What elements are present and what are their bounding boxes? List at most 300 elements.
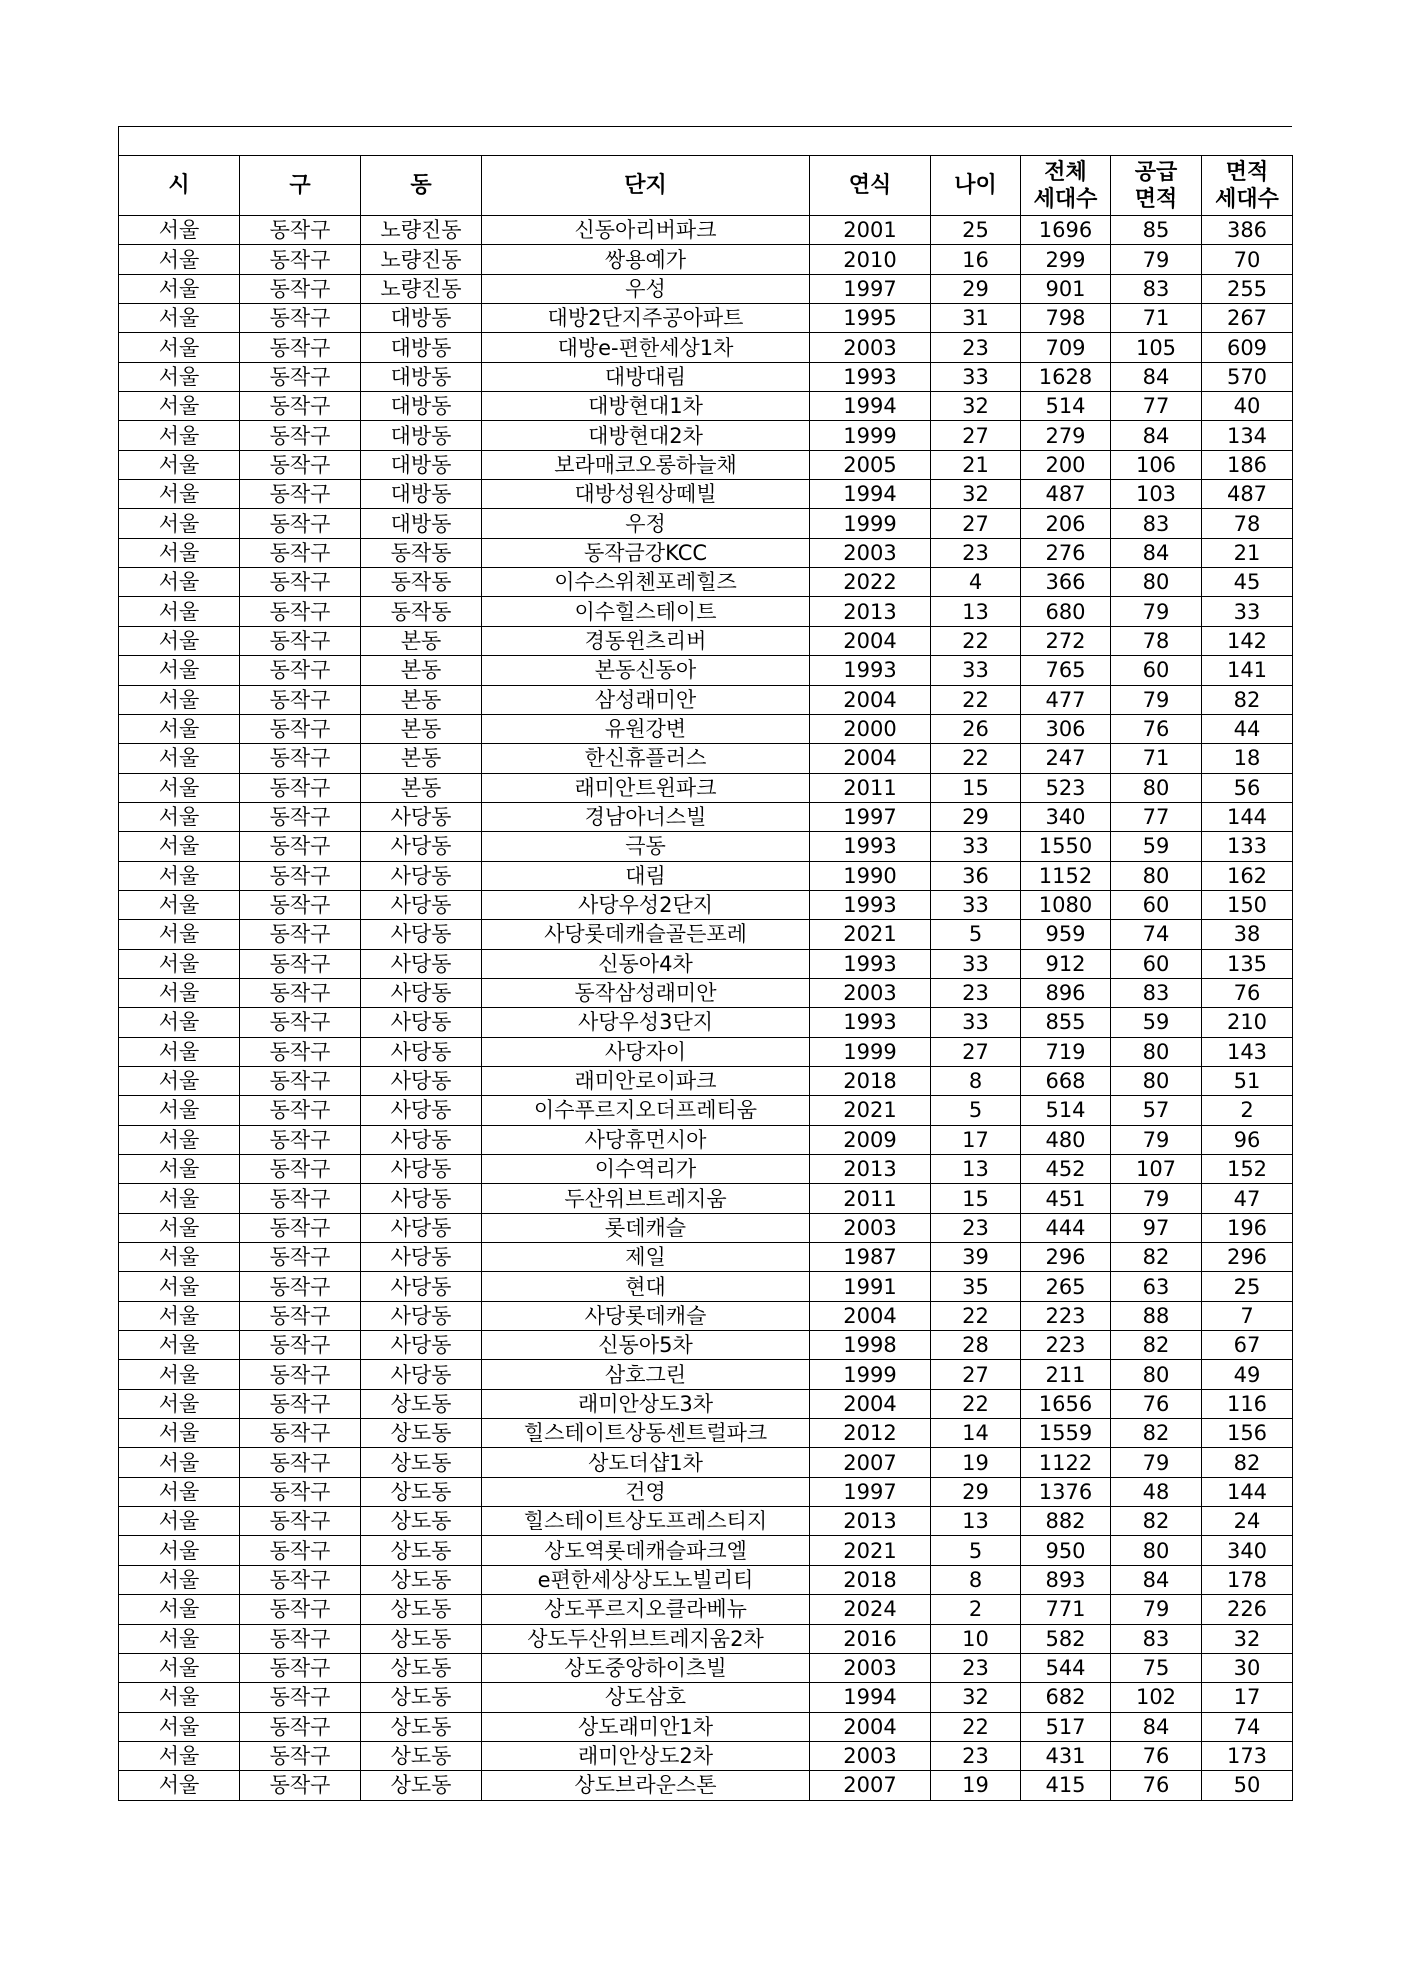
cell-year-built: 1997 <box>810 1477 931 1506</box>
table-row <box>119 1507 1293 1536</box>
cell-age: 23 <box>931 333 1021 362</box>
cell-total-households: 771 <box>1021 1595 1111 1624</box>
cell-total-households: 451 <box>1021 1184 1111 1213</box>
cell-area-households: 25 <box>1202 1272 1293 1301</box>
cell-neighborhood: 상도동 <box>361 1653 482 1682</box>
cell-area-households: 141 <box>1202 656 1293 685</box>
cell-city: 서울 <box>119 656 240 685</box>
table-row <box>119 773 1293 802</box>
cell-district: 동작구 <box>240 1389 361 1418</box>
cell-city: 서울 <box>119 861 240 890</box>
table-row <box>119 1771 1293 1800</box>
cell-complex: 유원강변 <box>482 714 810 743</box>
cell-neighborhood: 사당동 <box>361 1272 482 1301</box>
cell-district: 동작구 <box>240 245 361 274</box>
cell-year-built: 2003 <box>810 538 931 567</box>
cell-complex: 상도삼호 <box>482 1683 810 1712</box>
cell-complex: 삼성래미안 <box>482 685 810 714</box>
table-row <box>119 304 1293 333</box>
cell-supply-area: 76 <box>1111 714 1202 743</box>
apartment-table <box>118 155 1293 1801</box>
cell-district: 동작구 <box>240 392 361 421</box>
table-row <box>119 450 1293 479</box>
cell-city: 서울 <box>119 1771 240 1800</box>
table-row <box>119 978 1293 1007</box>
cell-neighborhood: 사당동 <box>361 832 482 861</box>
spreadsheet-page <box>118 126 1292 1801</box>
table-row <box>119 1389 1293 1418</box>
cell-supply-area: 80 <box>1111 1066 1202 1095</box>
cell-age: 14 <box>931 1419 1021 1448</box>
cell-supply-area: 80 <box>1111 773 1202 802</box>
cell-area-households: 76 <box>1202 978 1293 1007</box>
cell-year-built: 2007 <box>810 1448 931 1477</box>
cell-neighborhood: 사당동 <box>361 1213 482 1242</box>
cell-age: 33 <box>931 832 1021 861</box>
cell-age: 33 <box>931 890 1021 919</box>
cell-year-built: 2001 <box>810 216 931 245</box>
cell-area-households: 30 <box>1202 1653 1293 1682</box>
cell-supply-area: 84 <box>1111 421 1202 450</box>
cell-city: 서울 <box>119 1624 240 1653</box>
cell-year-built: 2003 <box>810 1653 931 1682</box>
cell-total-households: 487 <box>1021 480 1111 509</box>
cell-complex: 롯데캐슬 <box>482 1213 810 1242</box>
cell-neighborhood: 대방동 <box>361 362 482 391</box>
cell-district: 동작구 <box>240 1213 361 1242</box>
cell-neighborhood: 사당동 <box>361 1037 482 1066</box>
cell-neighborhood: 사당동 <box>361 1331 482 1360</box>
cell-neighborhood: 상도동 <box>361 1712 482 1741</box>
cell-supply-area: 63 <box>1111 1272 1202 1301</box>
cell-district: 동작구 <box>240 861 361 890</box>
cell-neighborhood: 사당동 <box>361 861 482 890</box>
cell-complex: 한신휴플러스 <box>482 744 810 773</box>
cell-area-households: 386 <box>1202 216 1293 245</box>
cell-district: 동작구 <box>240 1331 361 1360</box>
cell-year-built: 2011 <box>810 773 931 802</box>
cell-neighborhood: 노량진동 <box>361 245 482 274</box>
cell-area-households: 162 <box>1202 861 1293 890</box>
cell-total-households: 211 <box>1021 1360 1111 1389</box>
cell-complex: 대방대림 <box>482 362 810 391</box>
table-row <box>119 597 1293 626</box>
cell-total-households: 719 <box>1021 1037 1111 1066</box>
cell-supply-area: 82 <box>1111 1507 1202 1536</box>
header-area-households: 면적 세대수 <box>1202 156 1293 216</box>
cell-year-built: 2004 <box>810 1389 931 1418</box>
cell-supply-area: 106 <box>1111 450 1202 479</box>
table-row <box>119 949 1293 978</box>
cell-year-built: 2018 <box>810 1565 931 1594</box>
cell-year-built: 2021 <box>810 1536 931 1565</box>
cell-neighborhood: 상도동 <box>361 1624 482 1653</box>
cell-total-households: 893 <box>1021 1565 1111 1594</box>
cell-age: 39 <box>931 1243 1021 1272</box>
cell-age: 23 <box>931 1741 1021 1770</box>
cell-district: 동작구 <box>240 890 361 919</box>
cell-age: 23 <box>931 978 1021 1007</box>
cell-complex: 래미안로이파크 <box>482 1066 810 1095</box>
cell-total-households: 444 <box>1021 1213 1111 1242</box>
cell-district: 동작구 <box>240 1066 361 1095</box>
cell-city: 서울 <box>119 920 240 949</box>
cell-supply-area: 60 <box>1111 656 1202 685</box>
table-row <box>119 1624 1293 1653</box>
cell-city: 서울 <box>119 1301 240 1330</box>
cell-supply-area: 79 <box>1111 245 1202 274</box>
cell-neighborhood: 대방동 <box>361 480 482 509</box>
cell-supply-area: 105 <box>1111 333 1202 362</box>
cell-total-households: 855 <box>1021 1008 1111 1037</box>
cell-supply-area: 77 <box>1111 802 1202 831</box>
table-row <box>119 1477 1293 1506</box>
cell-year-built: 2003 <box>810 333 931 362</box>
cell-year-built: 1993 <box>810 832 931 861</box>
cell-neighborhood: 사당동 <box>361 1096 482 1125</box>
cell-supply-area: 84 <box>1111 1565 1202 1594</box>
cell-city: 서울 <box>119 832 240 861</box>
cell-supply-area: 102 <box>1111 1683 1202 1712</box>
cell-city: 서울 <box>119 802 240 831</box>
cell-neighborhood: 사당동 <box>361 978 482 1007</box>
cell-total-households: 206 <box>1021 509 1111 538</box>
cell-neighborhood: 대방동 <box>361 304 482 333</box>
cell-complex: 래미안상도3차 <box>482 1389 810 1418</box>
cell-complex: e편한세상상도노빌리티 <box>482 1565 810 1594</box>
header-age: 나이 <box>931 156 1021 216</box>
cell-neighborhood: 사당동 <box>361 949 482 978</box>
cell-district: 동작구 <box>240 978 361 1007</box>
cell-district: 동작구 <box>240 1624 361 1653</box>
cell-complex: 동작삼성래미안 <box>482 978 810 1007</box>
cell-year-built: 1993 <box>810 949 931 978</box>
cell-complex: 이수역리가 <box>482 1155 810 1184</box>
cell-district: 동작구 <box>240 1653 361 1682</box>
table-row <box>119 1008 1293 1037</box>
cell-city: 서울 <box>119 1243 240 1272</box>
cell-city: 서울 <box>119 1419 240 1448</box>
cell-neighborhood: 상도동 <box>361 1683 482 1712</box>
cell-city: 서울 <box>119 1712 240 1741</box>
cell-total-households: 1122 <box>1021 1448 1111 1477</box>
cell-city: 서울 <box>119 1066 240 1095</box>
cell-total-households: 901 <box>1021 274 1111 303</box>
cell-supply-area: 59 <box>1111 832 1202 861</box>
cell-supply-area: 80 <box>1111 1037 1202 1066</box>
cell-supply-area: 82 <box>1111 1331 1202 1360</box>
cell-neighborhood: 상도동 <box>361 1771 482 1800</box>
cell-city: 서울 <box>119 392 240 421</box>
table-row <box>119 1213 1293 1242</box>
cell-district: 동작구 <box>240 304 361 333</box>
cell-complex: 사당자이 <box>482 1037 810 1066</box>
table-row <box>119 333 1293 362</box>
cell-city: 서울 <box>119 245 240 274</box>
cell-total-households: 798 <box>1021 304 1111 333</box>
cell-age: 5 <box>931 920 1021 949</box>
cell-complex: 극동 <box>482 832 810 861</box>
cell-city: 서울 <box>119 597 240 626</box>
cell-year-built: 2024 <box>810 1595 931 1624</box>
cell-supply-area: 85 <box>1111 216 1202 245</box>
cell-age: 21 <box>931 450 1021 479</box>
cell-area-households: 51 <box>1202 1066 1293 1095</box>
cell-supply-area: 84 <box>1111 362 1202 391</box>
cell-complex: 삼호그린 <box>482 1360 810 1389</box>
table-row <box>119 1125 1293 1154</box>
cell-total-households: 896 <box>1021 978 1111 1007</box>
cell-neighborhood: 동작동 <box>361 538 482 567</box>
cell-district: 동작구 <box>240 1037 361 1066</box>
cell-age: 26 <box>931 714 1021 743</box>
cell-supply-area: 82 <box>1111 1419 1202 1448</box>
cell-supply-area: 79 <box>1111 1448 1202 1477</box>
cell-neighborhood: 상도동 <box>361 1477 482 1506</box>
cell-supply-area: 60 <box>1111 949 1202 978</box>
cell-neighborhood: 노량진동 <box>361 274 482 303</box>
cell-district: 동작구 <box>240 1360 361 1389</box>
cell-area-households: 196 <box>1202 1213 1293 1242</box>
cell-area-households: 33 <box>1202 597 1293 626</box>
cell-area-households: 143 <box>1202 1037 1293 1066</box>
table-row <box>119 1712 1293 1741</box>
cell-district: 동작구 <box>240 362 361 391</box>
cell-supply-area: 97 <box>1111 1213 1202 1242</box>
cell-year-built: 1994 <box>810 480 931 509</box>
cell-city: 서울 <box>119 362 240 391</box>
cell-year-built: 1993 <box>810 656 931 685</box>
cell-district: 동작구 <box>240 597 361 626</box>
cell-total-households: 265 <box>1021 1272 1111 1301</box>
cell-supply-area: 79 <box>1111 685 1202 714</box>
cell-area-households: 18 <box>1202 744 1293 773</box>
cell-year-built: 1999 <box>810 1360 931 1389</box>
cell-city: 서울 <box>119 978 240 1007</box>
table-row <box>119 1037 1293 1066</box>
cell-neighborhood: 대방동 <box>361 509 482 538</box>
cell-year-built: 1987 <box>810 1243 931 1272</box>
cell-year-built: 2003 <box>810 978 931 1007</box>
cell-city: 서울 <box>119 421 240 450</box>
cell-area-households: 296 <box>1202 1243 1293 1272</box>
cell-supply-area: 78 <box>1111 626 1202 655</box>
cell-age: 22 <box>931 744 1021 773</box>
cell-district: 동작구 <box>240 714 361 743</box>
cell-area-households: 156 <box>1202 1419 1293 1448</box>
cell-year-built: 1994 <box>810 392 931 421</box>
cell-city: 서울 <box>119 1448 240 1477</box>
cell-age: 33 <box>931 1008 1021 1037</box>
cell-total-households: 1656 <box>1021 1389 1111 1418</box>
cell-age: 23 <box>931 538 1021 567</box>
cell-district: 동작구 <box>240 773 361 802</box>
cell-age: 5 <box>931 1096 1021 1125</box>
cell-complex: 신동아5차 <box>482 1331 810 1360</box>
cell-total-households: 709 <box>1021 333 1111 362</box>
cell-supply-area: 84 <box>1111 538 1202 567</box>
cell-district: 동작구 <box>240 1125 361 1154</box>
cell-total-households: 882 <box>1021 1507 1111 1536</box>
cell-area-households: 7 <box>1202 1301 1293 1330</box>
cell-city: 서울 <box>119 216 240 245</box>
table-row <box>119 1448 1293 1477</box>
cell-area-households: 24 <box>1202 1507 1293 1536</box>
cell-district: 동작구 <box>240 802 361 831</box>
cell-year-built: 2010 <box>810 245 931 274</box>
cell-district: 동작구 <box>240 1008 361 1037</box>
table-row <box>119 538 1293 567</box>
cell-district: 동작구 <box>240 1243 361 1272</box>
cell-supply-area: 103 <box>1111 480 1202 509</box>
cell-district: 동작구 <box>240 1712 361 1741</box>
cell-district: 동작구 <box>240 480 361 509</box>
cell-total-households: 272 <box>1021 626 1111 655</box>
cell-area-households: 267 <box>1202 304 1293 333</box>
table-row <box>119 480 1293 509</box>
cell-year-built: 2016 <box>810 1624 931 1653</box>
cell-city: 서울 <box>119 685 240 714</box>
cell-complex: 상도푸르지오클라베뉴 <box>482 1595 810 1624</box>
cell-year-built: 1999 <box>810 421 931 450</box>
cell-neighborhood: 사당동 <box>361 890 482 919</box>
cell-area-households: 49 <box>1202 1360 1293 1389</box>
cell-area-households: 609 <box>1202 333 1293 362</box>
cell-city: 서울 <box>119 714 240 743</box>
cell-neighborhood: 상도동 <box>361 1741 482 1770</box>
cell-year-built: 2013 <box>810 1155 931 1184</box>
cell-neighborhood: 본동 <box>361 773 482 802</box>
cell-complex: 보라매코오롱하늘채 <box>482 450 810 479</box>
cell-age: 16 <box>931 245 1021 274</box>
table-row <box>119 1184 1293 1213</box>
cell-supply-area: 77 <box>1111 392 1202 421</box>
cell-neighborhood: 대방동 <box>361 392 482 421</box>
cell-supply-area: 83 <box>1111 978 1202 1007</box>
cell-district: 동작구 <box>240 1595 361 1624</box>
cell-supply-area: 75 <box>1111 1653 1202 1682</box>
cell-area-households: 40 <box>1202 392 1293 421</box>
cell-age: 27 <box>931 421 1021 450</box>
cell-complex: 본동신동아 <box>482 656 810 685</box>
cell-area-households: 2 <box>1202 1096 1293 1125</box>
cell-neighborhood: 사당동 <box>361 920 482 949</box>
cell-supply-area: 74 <box>1111 920 1202 949</box>
cell-district: 동작구 <box>240 568 361 597</box>
cell-total-households: 1080 <box>1021 890 1111 919</box>
cell-neighborhood: 상도동 <box>361 1595 482 1624</box>
cell-age: 32 <box>931 480 1021 509</box>
cell-year-built: 1994 <box>810 1683 931 1712</box>
cell-neighborhood: 사당동 <box>361 1360 482 1389</box>
cell-area-households: 38 <box>1202 920 1293 949</box>
cell-complex: 두산위브트레지움 <box>482 1184 810 1213</box>
cell-neighborhood: 본동 <box>361 626 482 655</box>
cell-supply-area: 79 <box>1111 597 1202 626</box>
cell-total-households: 523 <box>1021 773 1111 802</box>
table-row <box>119 509 1293 538</box>
table-row <box>119 685 1293 714</box>
cell-area-households: 116 <box>1202 1389 1293 1418</box>
cell-city: 서울 <box>119 1477 240 1506</box>
cell-age: 8 <box>931 1066 1021 1095</box>
cell-supply-area: 79 <box>1111 1595 1202 1624</box>
cell-district: 동작구 <box>240 685 361 714</box>
cell-total-households: 477 <box>1021 685 1111 714</box>
table-row <box>119 920 1293 949</box>
cell-supply-area: 80 <box>1111 568 1202 597</box>
cell-city: 서울 <box>119 1595 240 1624</box>
cell-age: 15 <box>931 773 1021 802</box>
cell-supply-area: 83 <box>1111 1624 1202 1653</box>
table-row <box>119 626 1293 655</box>
cell-neighborhood: 본동 <box>361 714 482 743</box>
cell-district: 동작구 <box>240 626 361 655</box>
cell-age: 23 <box>931 1213 1021 1242</box>
cell-neighborhood: 대방동 <box>361 421 482 450</box>
cell-year-built: 1997 <box>810 802 931 831</box>
cell-area-households: 32 <box>1202 1624 1293 1653</box>
cell-city: 서울 <box>119 538 240 567</box>
cell-supply-area: 83 <box>1111 274 1202 303</box>
cell-year-built: 2000 <box>810 714 931 743</box>
cell-supply-area: 84 <box>1111 1712 1202 1741</box>
cell-area-households: 142 <box>1202 626 1293 655</box>
cell-district: 동작구 <box>240 333 361 362</box>
cell-year-built: 2004 <box>810 1712 931 1741</box>
cell-year-built: 1993 <box>810 890 931 919</box>
cell-neighborhood: 상도동 <box>361 1507 482 1536</box>
table-row <box>119 861 1293 890</box>
cell-year-built: 2018 <box>810 1066 931 1095</box>
cell-complex: 제일 <box>482 1243 810 1272</box>
cell-city: 서울 <box>119 626 240 655</box>
cell-area-households: 144 <box>1202 802 1293 831</box>
cell-district: 동작구 <box>240 1771 361 1800</box>
cell-district: 동작구 <box>240 744 361 773</box>
cell-year-built: 1999 <box>810 1037 931 1066</box>
cell-district: 동작구 <box>240 1477 361 1506</box>
table-row <box>119 1272 1293 1301</box>
cell-city: 서울 <box>119 450 240 479</box>
cell-year-built: 1993 <box>810 362 931 391</box>
cell-age: 4 <box>931 568 1021 597</box>
cell-total-households: 279 <box>1021 421 1111 450</box>
cell-city: 서울 <box>119 509 240 538</box>
cell-age: 28 <box>931 1331 1021 1360</box>
cell-total-households: 366 <box>1021 568 1111 597</box>
cell-total-households: 959 <box>1021 920 1111 949</box>
cell-area-households: 186 <box>1202 450 1293 479</box>
cell-neighborhood: 대방동 <box>361 333 482 362</box>
cell-complex: 사당휴먼시아 <box>482 1125 810 1154</box>
cell-area-households: 226 <box>1202 1595 1293 1624</box>
cell-age: 33 <box>931 656 1021 685</box>
cell-age: 32 <box>931 1683 1021 1712</box>
cell-complex: 이수푸르지오더프레티움 <box>482 1096 810 1125</box>
cell-total-households: 1152 <box>1021 861 1111 890</box>
cell-supply-area: 79 <box>1111 1184 1202 1213</box>
cell-district: 동작구 <box>240 920 361 949</box>
cell-year-built: 2012 <box>810 1419 931 1448</box>
cell-area-households: 21 <box>1202 538 1293 567</box>
cell-supply-area: 79 <box>1111 1125 1202 1154</box>
cell-complex: 래미안트윈파크 <box>482 773 810 802</box>
cell-city: 서울 <box>119 890 240 919</box>
cell-supply-area: 60 <box>1111 890 1202 919</box>
cell-area-households: 45 <box>1202 568 1293 597</box>
cell-complex: 사당우성3단지 <box>482 1008 810 1037</box>
